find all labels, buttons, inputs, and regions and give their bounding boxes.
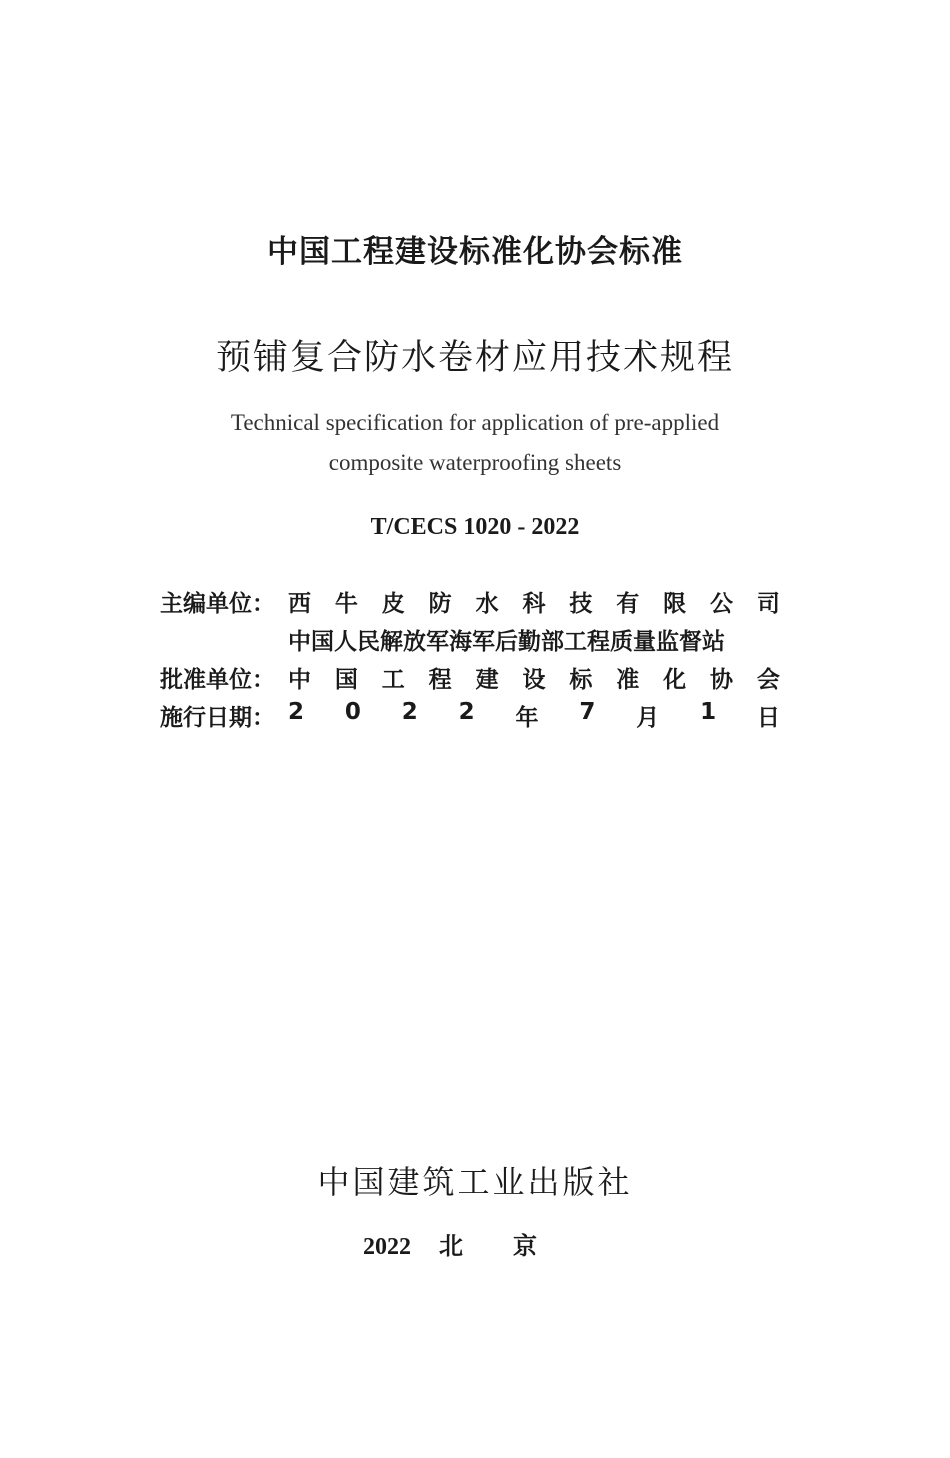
approver-value xyxy=(288,661,780,694)
char: 防 xyxy=(428,590,452,617)
chief-editor-value-2: 中国人民解放军海军后勤部工程质量监督站 xyxy=(288,628,725,655)
standard-code: T/CECS 1020 - 2022 xyxy=(370,514,580,540)
publisher: 中国建筑工业出版社 xyxy=(317,1163,633,1201)
char: 2 xyxy=(401,698,418,725)
char: 0 xyxy=(344,698,361,725)
effective-date-label: 施行日期： xyxy=(160,704,275,731)
title-english-line-2: composite waterproofing sheets xyxy=(328,450,622,475)
char: 设 xyxy=(522,666,546,693)
char: 有 xyxy=(616,590,640,617)
char: 司 xyxy=(756,590,780,617)
char: 技 xyxy=(569,590,593,617)
char: 科 xyxy=(522,590,546,617)
char: 程 xyxy=(428,666,452,693)
char: 公 xyxy=(710,590,734,617)
char: 1 xyxy=(700,698,717,725)
standard-series: 中国工程建设标准化协会标准 xyxy=(267,234,683,270)
effective-date-row xyxy=(160,696,780,734)
publication-year: 2022 xyxy=(363,1234,411,1260)
approver-label: 批准单位： xyxy=(160,666,275,693)
char: 皮 xyxy=(381,590,405,617)
effective-date-value xyxy=(288,699,780,732)
char: 西 xyxy=(288,590,311,617)
chief-editor-row-2 xyxy=(160,620,780,658)
chief-editor-value xyxy=(288,585,780,618)
char: 标 xyxy=(569,666,593,693)
char: 国 xyxy=(334,666,358,693)
approver-row xyxy=(160,658,780,696)
publication-place xyxy=(0,1226,950,1261)
char: 会 xyxy=(756,666,780,693)
chief-editor-row xyxy=(160,582,780,620)
publication-city: 北京 xyxy=(439,1232,587,1260)
title-english-line-1: Technical specification for application of pre-applied xyxy=(230,410,720,435)
char: 日 xyxy=(756,704,780,731)
char: 协 xyxy=(710,666,734,693)
title-chinese: 预铺复合防水卷材应用技术规程 xyxy=(215,338,734,378)
chief-editor-label: 主编单位： xyxy=(160,590,275,617)
char: 2 xyxy=(288,698,305,725)
char: 水 xyxy=(475,590,499,617)
info-block xyxy=(160,582,780,734)
char: 建 xyxy=(475,666,499,693)
char: 2 xyxy=(458,698,475,725)
char: 中 xyxy=(288,666,311,693)
char: 工 xyxy=(381,666,405,693)
char: 7 xyxy=(579,698,596,725)
char: 限 xyxy=(663,590,687,617)
char: 化 xyxy=(663,666,687,693)
char: 月 xyxy=(636,704,660,731)
char: 年 xyxy=(515,704,539,731)
char: 准 xyxy=(616,666,640,693)
char: 牛 xyxy=(334,590,358,617)
